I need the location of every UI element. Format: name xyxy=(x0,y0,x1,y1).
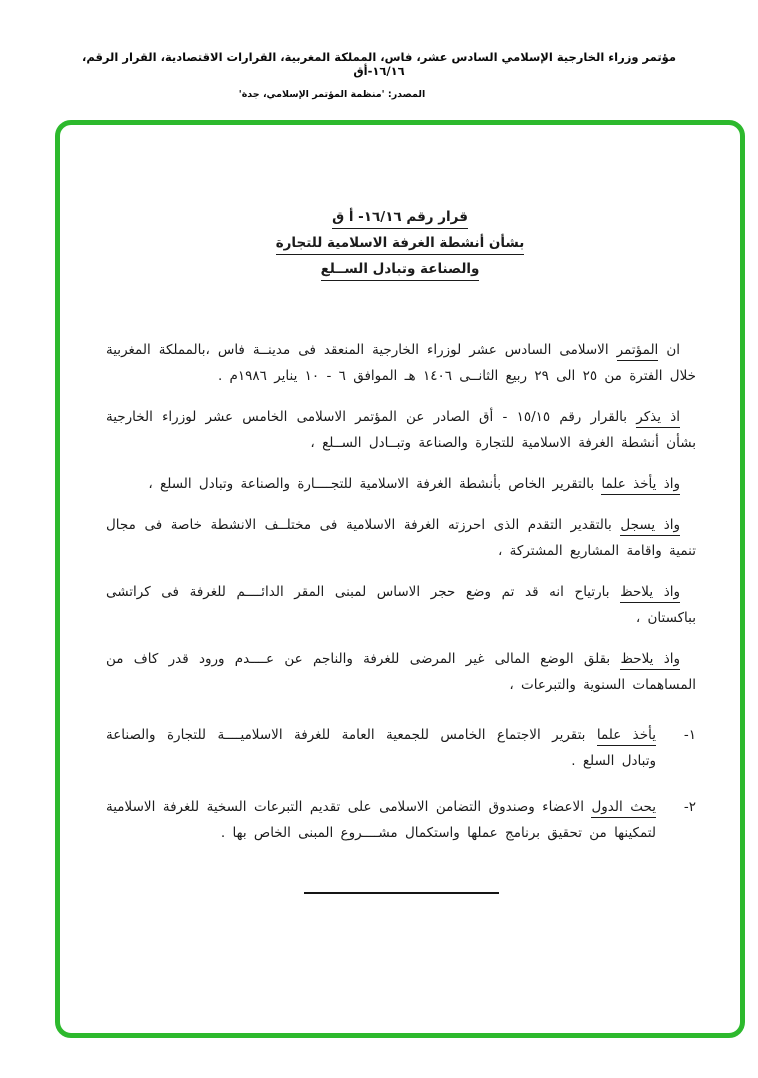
resolution-title xyxy=(60,209,740,277)
resolution-text xyxy=(106,337,696,894)
clause-text xyxy=(106,722,656,774)
paragraph-rest: بالتقدير التقدم الذى احرزته الغرفة الاسلامية فى مختلــف الانشطة خاصة فى مجال تنمية واقامة المشاريع المشتركة ، xyxy=(106,517,696,559)
operative-clause xyxy=(106,794,696,846)
paragraph-lead: اذ يذكر xyxy=(636,409,680,428)
paragraph-lead: واذ يلاحظ xyxy=(620,584,680,603)
clause-lead: يحث الدول xyxy=(591,799,656,818)
resolution-title-line-3: والصناعة وتبادل الســلع xyxy=(60,261,740,277)
preamble-paragraph xyxy=(106,579,696,631)
clause-lead: يأخذ علما xyxy=(597,727,656,746)
preamble-paragraph xyxy=(106,646,696,698)
clause-text xyxy=(106,794,656,846)
document-header xyxy=(0,50,758,100)
paragraph-lead: المؤتمر xyxy=(617,342,659,361)
preamble-paragraph xyxy=(106,404,696,456)
paragraph-lead: واذ يسجل xyxy=(620,517,680,536)
paragraph-rest: بقلق الوضع المالى غير المرضى للغرفة والناجم عن عــــدم ورود قدر كاف من المساهمات السنوية والتبرعات ، xyxy=(106,651,696,693)
preamble-paragraph xyxy=(106,471,696,497)
signature-rule xyxy=(304,892,499,894)
clause-number: ٢- xyxy=(683,799,696,815)
clause-number: ١- xyxy=(683,727,696,743)
preamble-paragraph xyxy=(106,512,696,564)
header-source: المصدر: 'منظمة المؤتمر الإسلامي، جدة' xyxy=(238,89,426,100)
operative-clauses xyxy=(106,722,696,846)
paragraph-lead: واذ يأخذ علما xyxy=(601,476,680,495)
resolution-title-line-1: قرار رقم ١٦/١٦- أ ق xyxy=(60,209,740,225)
operative-clause xyxy=(106,722,696,774)
clause-rest: بتقرير الاجتماع الخامس للجمعية العامة للغرفة الاسلاميــــة للتجارة والصناعة وتبادل السلع . xyxy=(106,727,656,769)
paragraph-rest: بالقرار رقم ١٥/١٥ - أق الصادر عن المؤتمر الاسلامى الخامس عشر لوزراء الخارجية بشأن أنشطة الغرفة الاسلامية للتجارة والصناعة وتبــادل الســلع ، xyxy=(106,409,696,451)
resolution-title-line-2: بشأن أنشطة الغرفة الاسلامية للتجارة xyxy=(60,235,740,251)
scanned-document-frame xyxy=(55,120,745,1038)
header-title: مؤتمر وزراء الخارجية الإسلامي السادس عشر، فاس، المملكة المغربية، القرارات الاقتصادية، القرار الرقم، ١٦/١٦-أق xyxy=(81,50,676,78)
paragraph-lead: واذ يلاحظ xyxy=(620,651,680,670)
paragraph-pre: ان xyxy=(658,342,680,358)
preamble-paragraph xyxy=(106,337,696,389)
paragraph-rest: بالتقرير الخاص بأنشطة الغرفة الاسلامية للتجــــارة والصناعة وتبادل السلع ، xyxy=(148,476,602,492)
paragraph-rest: الاسلامى السادس عشر لوزراء الخارجية المنعقد فى مدينــة فاس ،بالمملكة المغربية خلال الفترة من ٢٥ الى ٢٩ ربيع الثانــى ١٤٠٦ هـ الموافق ٦ - ١٠ يناير ١٩٨٦م . xyxy=(106,342,696,384)
paragraph-rest: بارتياح انه قد تم وضع حجر الاساس لمبنى المقر الدائــــم للغرفة فى كراتشى بباكستان ، xyxy=(106,584,696,626)
clause-rest: الاعضاء وصندوق التضامن الاسلامى على تقديم التبرعات السخية للغرفة الاسلامية لتمكينها من تحقيق برنامج عملها واستكمال مشــــروع المبنى الخاص بها . xyxy=(106,799,656,841)
scanned-document-body xyxy=(60,125,740,1033)
